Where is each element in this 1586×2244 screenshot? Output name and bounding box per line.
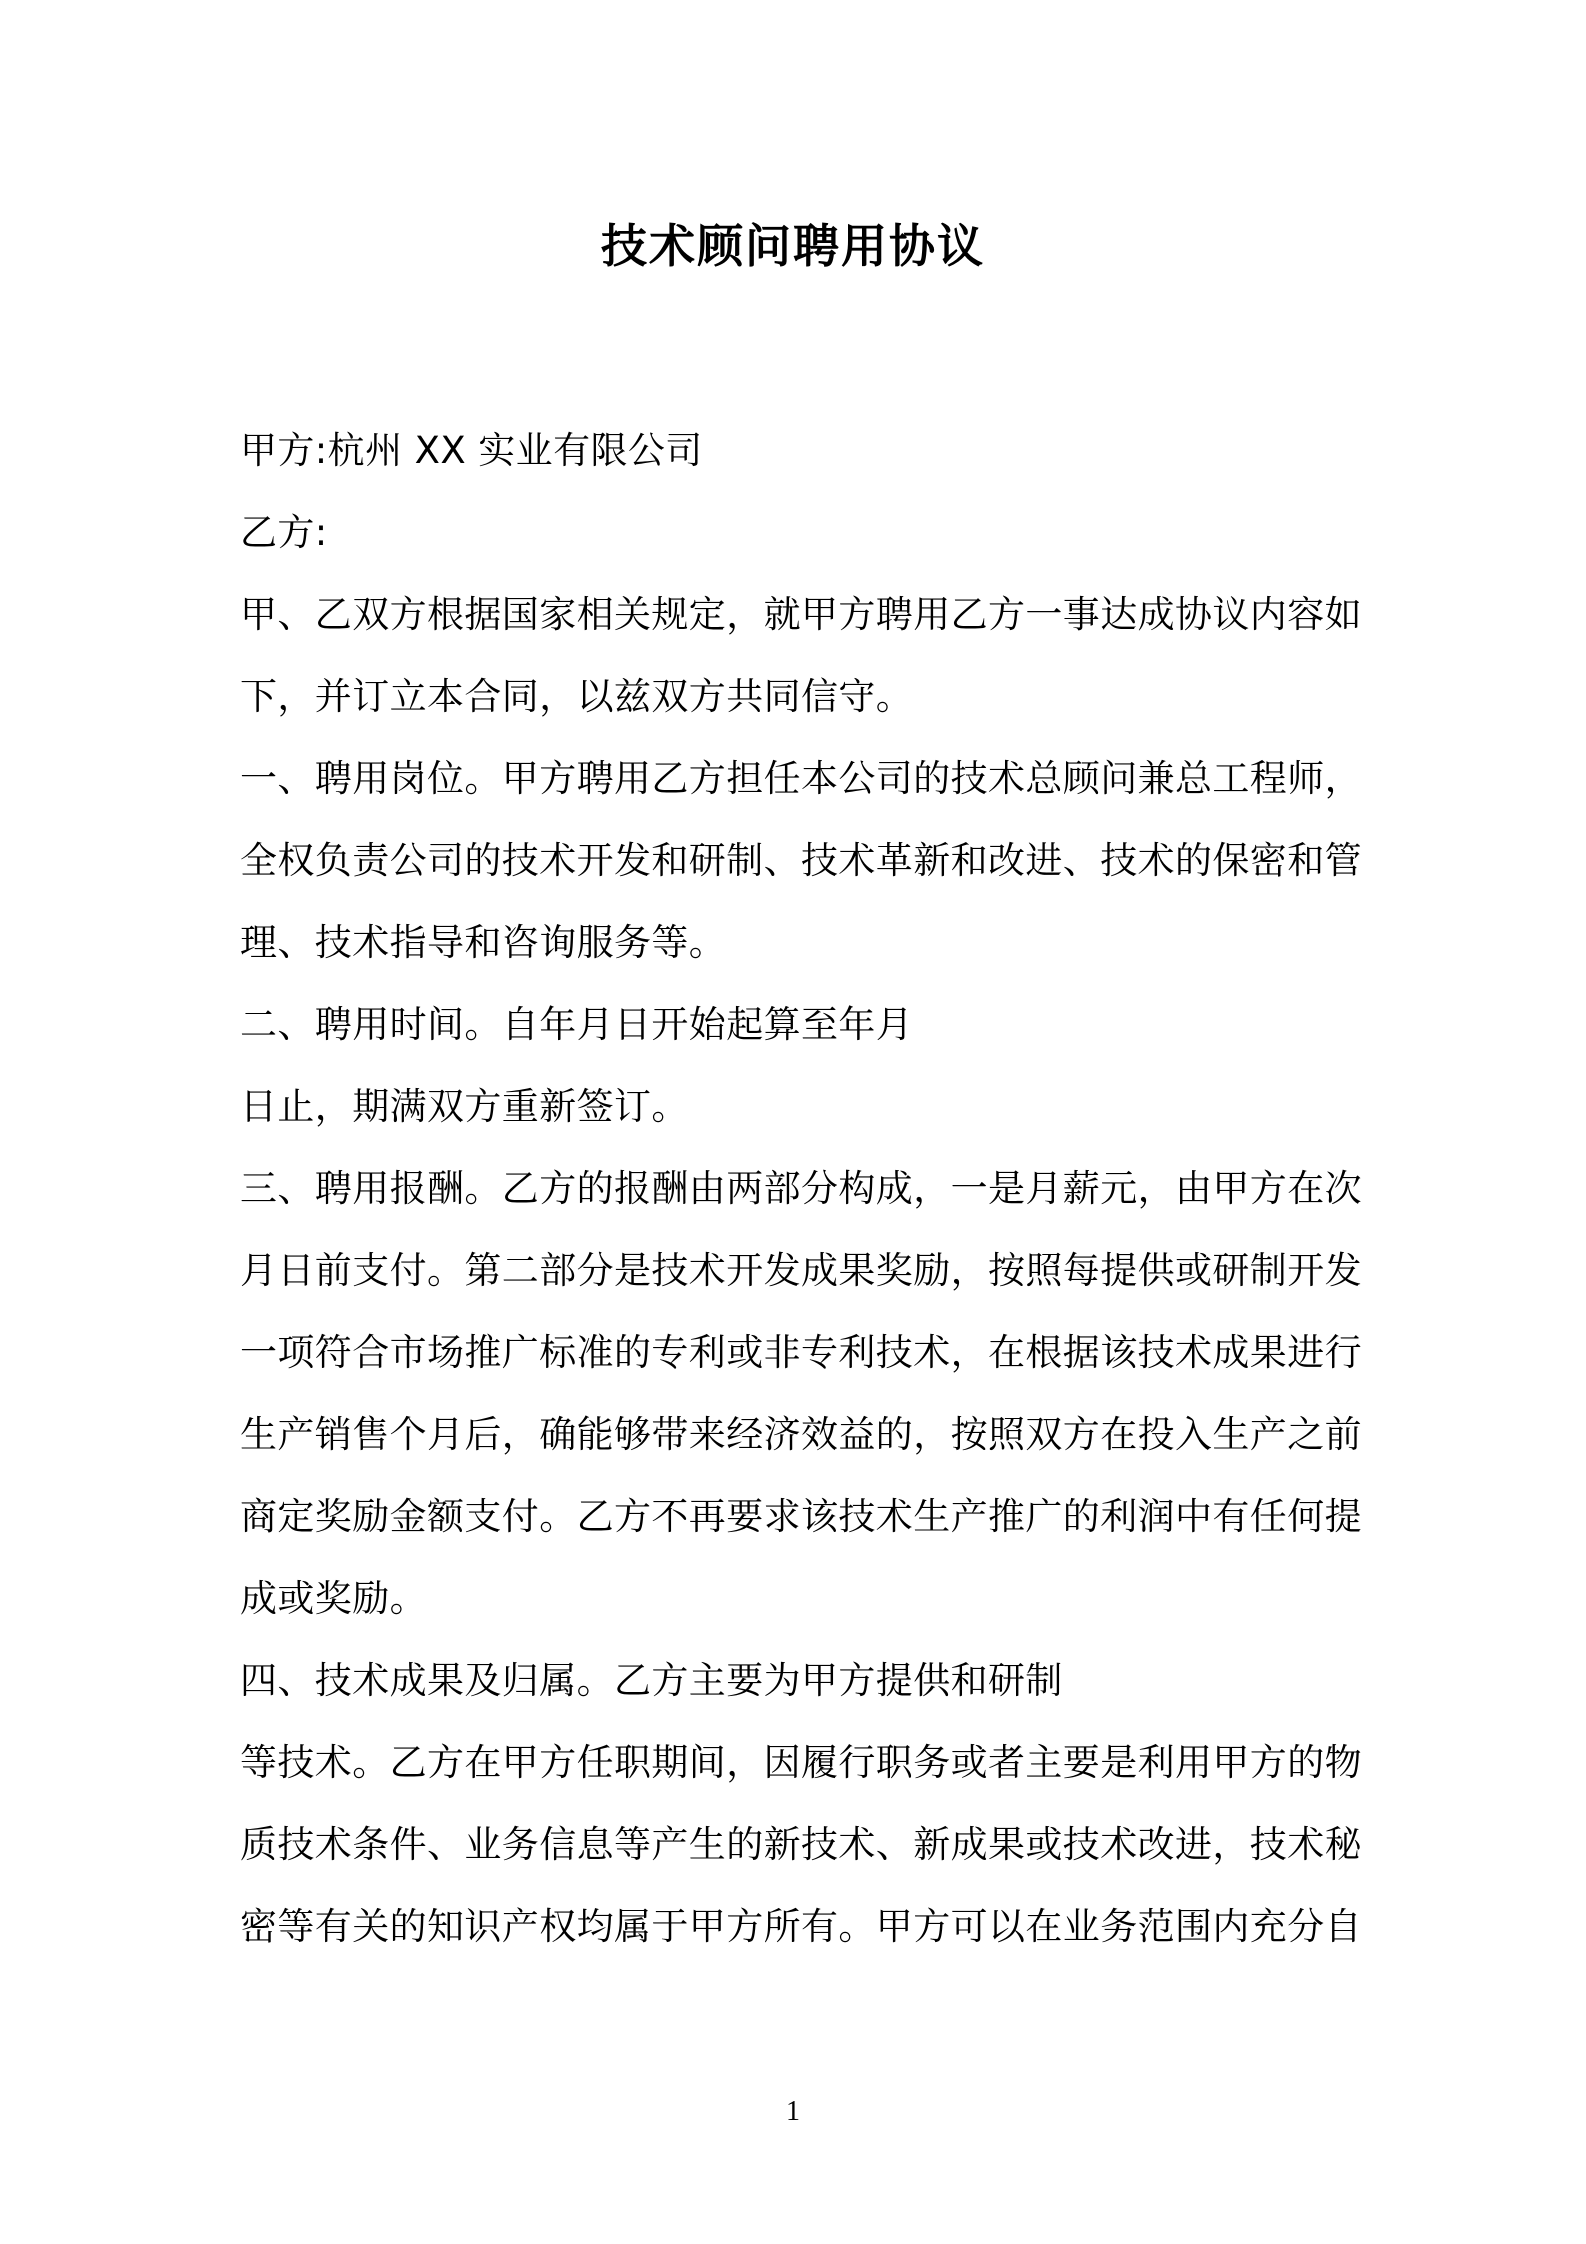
body-line: 乙方:	[240, 511, 328, 554]
body-line: 月日前支付。第二部分是技术开发成果奖励，按照每提供或研制开发	[240, 1249, 1362, 1292]
document-body	[240, 410, 1360, 1968]
body-line: 一、聘用岗位。甲方聘用乙方担任本公司的技术总顾问兼总工程师，	[240, 757, 1362, 800]
body-line: 商定奖励金额支付。乙方不再要求该技术生产推广的利润中有任何提	[240, 1495, 1362, 1538]
body-line: 二、聘用时间。自年月日开始起算至年月	[240, 1003, 914, 1046]
body-line: 甲、乙双方根据国家相关规定，就甲方聘用乙方一事达成协议内容如	[240, 593, 1362, 636]
body-line: 成或奖励。	[240, 1577, 427, 1620]
body-line: 四、技术成果及归属。乙方主要为甲方提供和研制	[240, 1659, 1063, 1702]
body-line: 日止，期满双方重新签订。	[240, 1085, 689, 1128]
body-line: 全权负责公司的技术开发和研制、技术革新和改进、技术的保密和管	[240, 839, 1362, 882]
body-line: 甲方:杭州 XX 实业有限公司	[240, 429, 703, 472]
body-line: 三、聘用报酬。乙方的报酬由两部分构成，一是月薪元，由甲方在次	[240, 1167, 1362, 1210]
body-line: 下，并订立本合同，以兹双方共同信守。	[240, 675, 914, 718]
body-line: 质技术条件、业务信息等产生的新技术、新成果或技术改进，技术秘	[240, 1823, 1362, 1866]
document-title: 技术顾问聘用协议	[601, 219, 985, 273]
page-number: 1	[786, 2096, 800, 2127]
body-line: 等技术。乙方在甲方任职期间，因履行职务或者主要是利用甲方的物	[240, 1741, 1362, 1784]
body-line: 密等有关的知识产权均属于甲方所有。甲方可以在业务范围内充分自	[240, 1905, 1362, 1948]
body-line: 生产销售个月后，确能够带来经济效益的，按照双方在投入生产之前	[240, 1413, 1362, 1456]
body-line: 理、技术指导和咨询服务等。	[240, 921, 727, 964]
body-line: 一项符合市场推广标准的专利或非专利技术，在根据该技术成果进行	[240, 1331, 1362, 1374]
